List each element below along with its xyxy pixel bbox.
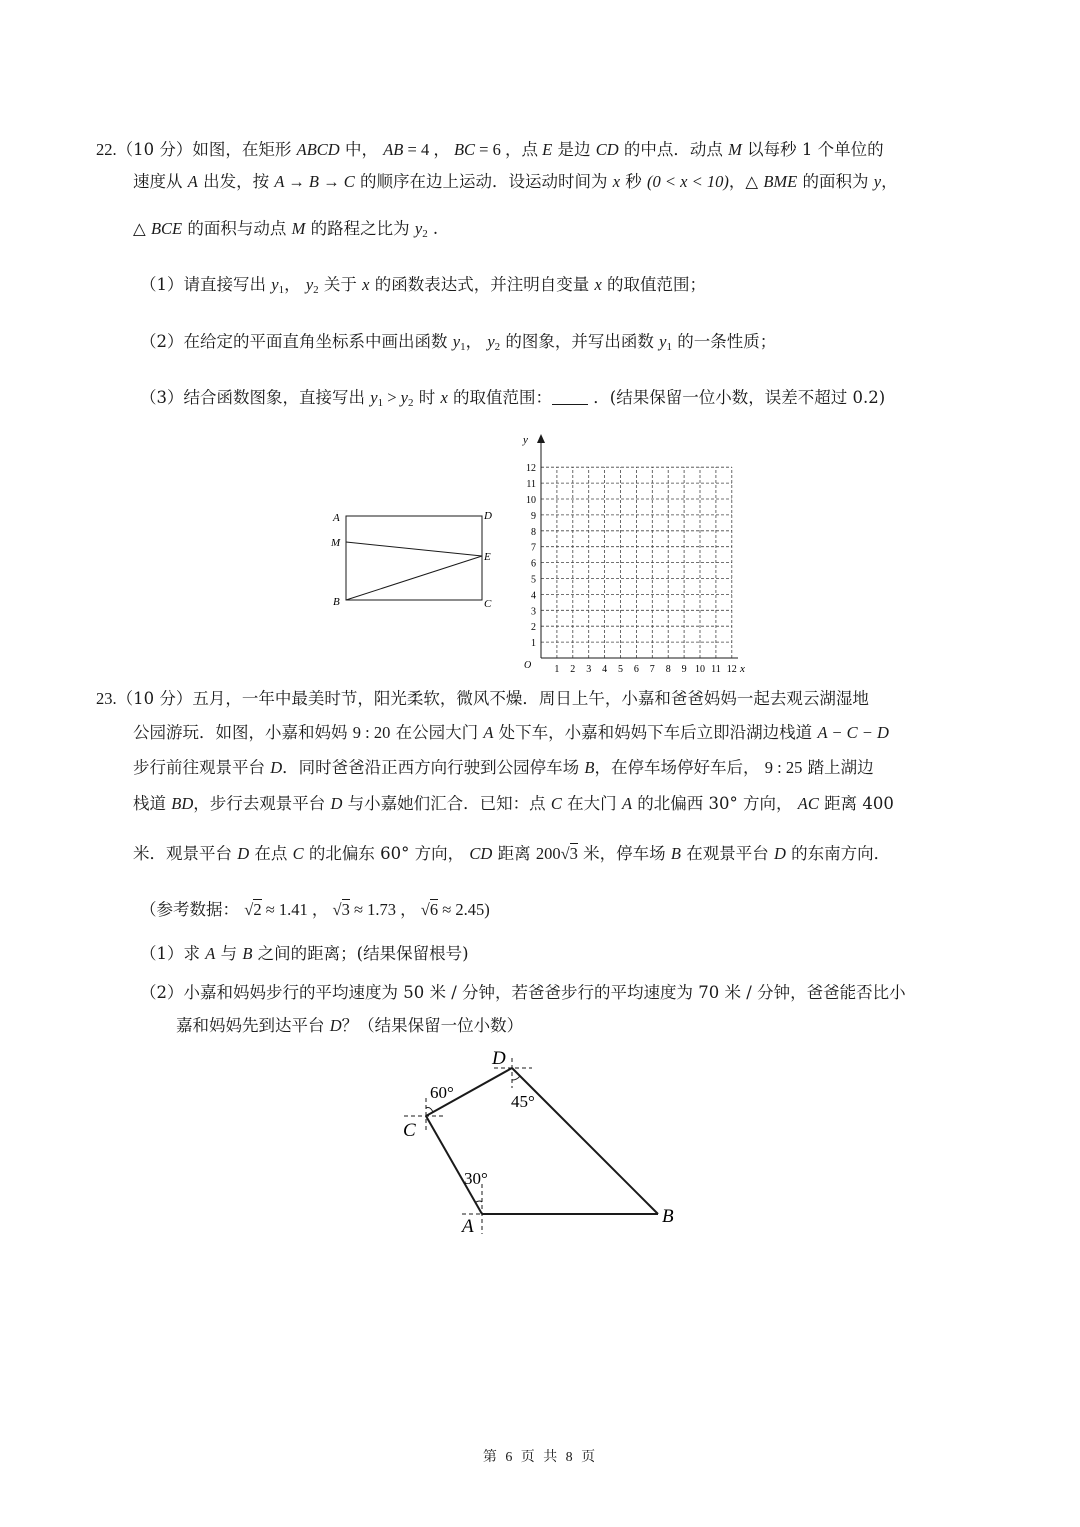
text: 的取值范围： xyxy=(447,388,553,407)
text: 五月，一年中最美时节，阳光柔软，微风不燥．周日上午，小嘉和爸爸妈妈一起去观云湖湿地 xyxy=(192,689,869,708)
q23-figure xyxy=(392,1044,692,1240)
x-tick-label: 5 xyxy=(618,664,623,675)
text: 的东南方向． xyxy=(785,844,891,863)
math-var: B xyxy=(584,758,595,777)
text: ， xyxy=(465,332,488,351)
text: 如图，在矩形 xyxy=(192,140,297,159)
text: 与 xyxy=(215,944,243,963)
math-expr: = 6 ，点 xyxy=(475,140,543,159)
math-var: M xyxy=(291,219,306,238)
y-tick-label: 8 xyxy=(531,526,536,538)
y-tick-label: 9 xyxy=(531,510,536,522)
x-tick-label: 12 xyxy=(726,664,737,675)
q22-part-1 xyxy=(140,274,706,301)
segment-db xyxy=(512,1068,658,1214)
math-var: C xyxy=(292,844,304,863)
y-tick-label: 5 xyxy=(531,574,536,586)
text: 第 xyxy=(482,1449,506,1465)
q23-number: 23. xyxy=(96,689,117,708)
text: 米．观景平台 xyxy=(133,844,238,863)
text: 的路程之比为 xyxy=(305,219,415,238)
label-c: C xyxy=(403,1120,416,1141)
x-tick-label: 10 xyxy=(695,664,705,675)
subscript: 1 xyxy=(460,341,466,353)
rectangle-figure xyxy=(320,500,500,612)
q23-part-2-line-2 xyxy=(176,1015,523,1037)
sqrt-radicand: 3 xyxy=(569,844,578,863)
subscript: 2 xyxy=(494,341,501,353)
angle-label-30: 30° xyxy=(464,1169,488,1188)
text: 关于 xyxy=(318,275,363,294)
math-var: D xyxy=(270,758,283,777)
q23-line-2 xyxy=(133,722,889,744)
y-tick-label: 4 xyxy=(531,590,536,602)
coordinate-grid xyxy=(500,428,770,680)
text: 距离 400 xyxy=(818,794,894,813)
q22-line-2 xyxy=(133,171,898,193)
text: 是边 xyxy=(552,140,596,159)
math-var: D xyxy=(237,844,250,863)
label-d: D xyxy=(492,1048,506,1069)
math-var: C xyxy=(550,794,562,813)
math-var: x xyxy=(594,275,602,294)
text: ？（结果保留一位小数） xyxy=(341,1016,524,1035)
subscript: 2 xyxy=(313,284,319,296)
math-var: AB xyxy=(383,140,404,159)
text: 秒 xyxy=(620,172,648,191)
math-expr: A → B → C xyxy=(274,172,355,191)
text: （2）小嘉和妈妈步行的平均速度为 50 米 / 分钟，若爸爸步行的平均速度为 70 米 / 分钟，爸爸能否比小 xyxy=(140,983,906,1002)
x-tick-label: 1 xyxy=(554,664,560,675)
text: 出发，按 xyxy=(197,172,275,191)
text: 栈道 xyxy=(133,794,172,813)
angle-arc-30 xyxy=(476,1201,482,1202)
math-expr: A − C − D xyxy=(817,723,889,742)
math-var: CD xyxy=(595,140,619,159)
math-number: 200 xyxy=(535,844,561,863)
math-var: AC xyxy=(797,794,819,813)
label-e: E xyxy=(484,551,491,563)
text: 以每秒 1 个单位的 xyxy=(741,140,884,159)
sqrt-sign: √ xyxy=(244,900,254,919)
text: 在大门 xyxy=(561,794,622,813)
subscript: 2 xyxy=(407,397,414,409)
x-tick-label: 8 xyxy=(665,664,671,675)
math-var: A xyxy=(187,172,198,191)
text: （1）求 xyxy=(140,944,206,963)
page-total: 8 xyxy=(565,1450,575,1465)
text: 的中点．动点 xyxy=(618,140,729,159)
math-expr: (0 < x < 10) xyxy=(647,172,729,191)
subscript: 1 xyxy=(377,397,384,409)
grid-lines xyxy=(541,467,732,658)
q23-reference-data xyxy=(140,899,490,921)
segment-me xyxy=(346,542,482,556)
label-d: D xyxy=(484,510,492,522)
q22-number: 22. xyxy=(96,140,117,159)
math-var: CD xyxy=(469,844,493,863)
answer-blank xyxy=(552,390,588,405)
text: 的取值范围； xyxy=(601,275,707,294)
x-tick-label: 7 xyxy=(649,664,655,675)
q22-line-3 xyxy=(133,218,438,245)
angle-label-45: 45° xyxy=(511,1092,535,1111)
text: 时 xyxy=(413,388,441,407)
math-var: B xyxy=(242,944,253,963)
math-var: BC xyxy=(453,140,476,159)
page-number: 6 xyxy=(505,1450,515,1465)
text: 的一条性质； xyxy=(671,332,777,351)
text: 的北偏东 60° 方向， xyxy=(303,844,470,863)
y-tick-label: 2 xyxy=(531,622,536,634)
q22-line-1 xyxy=(96,139,884,161)
text: 在公园大门 xyxy=(390,723,484,742)
angle-label-60: 60° xyxy=(430,1083,454,1102)
text: 的图象，并写出函数 xyxy=(500,332,660,351)
q23-line-4 xyxy=(133,793,894,815)
text: 的北偏西 30° 方向， xyxy=(632,794,798,813)
math-var: x xyxy=(612,172,621,191)
y-tick-label: 7 xyxy=(531,542,536,554)
time: 9 : 25 xyxy=(764,758,803,777)
text: 米，停车场 xyxy=(577,844,671,863)
text: 页 共 xyxy=(514,1449,566,1465)
text: ．同时爸爸沿正西方向行驶到公园停车场 xyxy=(282,758,585,777)
math-var: BD xyxy=(171,794,194,813)
y-tick-label: 12 xyxy=(526,463,536,475)
text: 页 xyxy=(574,1449,598,1465)
math-expr: ≈ 2.45) xyxy=(438,900,490,919)
segment-ac xyxy=(426,1116,482,1214)
text: ， xyxy=(284,275,306,294)
text: ．(结果保留一位小数，误差不超过 0.2) xyxy=(588,388,886,407)
math-var: y xyxy=(487,332,495,351)
text: （2）在给定的平面直角坐标系中画出函数 xyxy=(140,332,453,351)
text: 的函数表达式，并注明自变量 xyxy=(369,275,595,294)
math-var: A xyxy=(483,723,494,742)
math-var: y xyxy=(400,388,408,407)
math-expr: > xyxy=(383,388,401,407)
math-var: D xyxy=(330,794,343,813)
math-var: y xyxy=(305,275,314,294)
label-m: M xyxy=(331,537,341,549)
text: 公园游玩．如图，小嘉和妈妈 xyxy=(133,723,353,742)
text: 步行前往观景平台 xyxy=(133,758,271,777)
math-var: y xyxy=(452,332,461,351)
math-expr: = 4 ， xyxy=(403,140,454,159)
text: ， xyxy=(881,172,898,191)
label-a: A xyxy=(462,1216,474,1237)
page-footer xyxy=(0,1446,1080,1466)
q22-part-2 xyxy=(140,331,776,358)
math-var: E xyxy=(542,140,553,159)
text: △ xyxy=(133,219,151,238)
subscript: 1 xyxy=(666,341,672,353)
math-var: BCE xyxy=(150,219,183,238)
math-var: D xyxy=(329,1016,342,1035)
text: 的顺序在边上运动．设运动时间为 xyxy=(354,172,613,191)
rectangle-abcd xyxy=(346,516,482,600)
math-var: y xyxy=(873,172,882,191)
math-expr: ≈ 1.41 ， xyxy=(261,900,333,919)
text: 距离 xyxy=(492,844,536,863)
math-var: A xyxy=(205,944,216,963)
angle-arc-60 xyxy=(426,1108,433,1113)
text: （3）结合函数图象，直接写出 xyxy=(140,388,371,407)
q22-score: （10 分） xyxy=(116,140,193,159)
x-tick-label: 6 xyxy=(633,664,639,675)
angle-arc-45 xyxy=(512,1076,520,1080)
x-tick-label: 9 xyxy=(681,664,687,675)
segment-be xyxy=(346,556,482,600)
q22-part-3 xyxy=(140,387,885,414)
text: 速度从 xyxy=(133,172,188,191)
origin-label: O xyxy=(524,660,532,671)
text: 在点 xyxy=(249,844,293,863)
q23-part-1 xyxy=(140,943,469,965)
x-axis-label: x xyxy=(740,663,745,675)
math-var: BME xyxy=(763,172,798,191)
x-tick-label: 3 xyxy=(586,664,592,675)
math-var: B xyxy=(670,844,681,863)
q23-line-5 xyxy=(133,843,890,865)
text: 之间的距离；(结果保留根号) xyxy=(252,944,469,963)
label-c: C xyxy=(484,598,492,610)
sqrt-sign: √ xyxy=(420,900,430,919)
x-tick-label: 2 xyxy=(570,664,576,675)
y-tick-label: 6 xyxy=(531,558,536,570)
math-var: A xyxy=(621,794,633,813)
math-var: ABCD xyxy=(296,140,340,159)
text: ，步行去观景平台 xyxy=(193,794,331,813)
math-var: M xyxy=(728,140,742,159)
math-var: y xyxy=(659,332,667,351)
subscript: 2 xyxy=(422,228,428,240)
q23-line-1 xyxy=(96,688,869,710)
sqrt-sign: √ xyxy=(332,900,342,919)
direction-markers xyxy=(404,1058,532,1234)
subscript: 1 xyxy=(278,284,285,296)
x-tick-label: 4 xyxy=(602,664,608,675)
label-b: B xyxy=(662,1206,674,1227)
label-a: A xyxy=(333,512,340,524)
time: 9 : 20 xyxy=(352,723,391,742)
text: 与小嘉她们汇合．已知：点 xyxy=(342,794,551,813)
text: 踏上湖边 xyxy=(802,758,874,777)
y-tick-label: 3 xyxy=(531,606,536,618)
y-axis-label: y xyxy=(523,434,528,446)
text: ，在停车场停好车后， xyxy=(594,758,765,777)
text: 的面积与动点 xyxy=(182,219,292,238)
y-tick-label: 11 xyxy=(526,479,536,491)
text: （1）请直接写出 xyxy=(140,275,272,294)
math-var: x xyxy=(440,388,448,407)
y-tick-label: 1 xyxy=(531,638,536,650)
math-var: D xyxy=(774,844,786,863)
y-tick-label: 10 xyxy=(526,495,536,506)
sqrt-sign: √ xyxy=(560,844,570,863)
text: . xyxy=(427,219,439,238)
math-var: y xyxy=(414,219,423,238)
sqrt-radicand: 6 xyxy=(429,900,439,919)
q23-score: （10 分） xyxy=(116,689,193,708)
sqrt-radicand: 2 xyxy=(253,900,262,919)
text: 中， xyxy=(339,140,384,159)
math-var: y xyxy=(271,275,279,294)
y-axis-arrow xyxy=(537,434,545,443)
q23-line-3 xyxy=(133,757,874,779)
text: ，△ xyxy=(728,172,764,191)
math-expr: ≈ 1.73 ， xyxy=(349,900,421,919)
y-tick-labels xyxy=(526,463,536,649)
text: （参考数据： xyxy=(140,900,245,919)
label-b: B xyxy=(333,596,340,608)
text: 的面积为 xyxy=(797,172,874,191)
q23-part-2-line-1 xyxy=(140,982,906,1004)
text: 在观景平台 xyxy=(681,844,774,863)
text: 嘉和妈妈先到达平台 xyxy=(176,1016,330,1035)
math-var: y xyxy=(370,388,378,407)
x-tick-label: 11 xyxy=(711,664,721,675)
x-tick-labels xyxy=(554,664,736,675)
sqrt-radicand: 3 xyxy=(341,900,350,919)
text: 处下车，小嘉和妈妈下车后立即沿湖边栈道 xyxy=(493,723,818,742)
math-var: x xyxy=(362,275,370,294)
